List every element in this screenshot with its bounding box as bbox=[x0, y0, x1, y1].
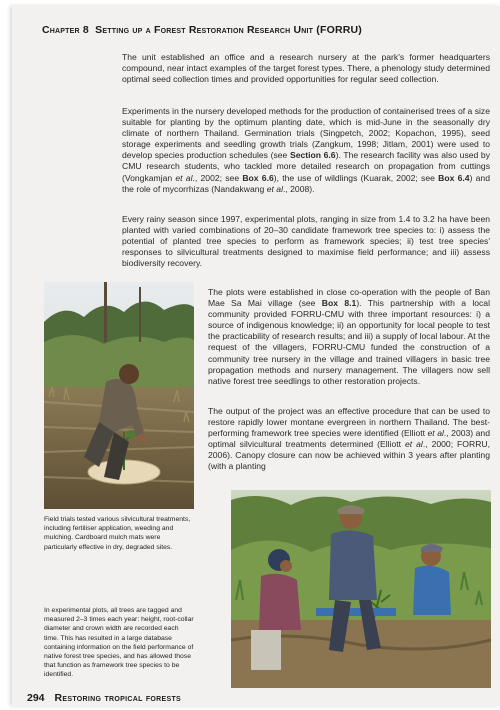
paragraph-2: Experiments in the nursery developed methods for the production of containerised trees of a size suitable for planting by the optimum planting date, which is mid-June in the seasonally dry climate of northern Thailand. Germination trials (Singpetch, 2002; Kopachon, 1995), seed storage experiments and seedling growth trials (Zangkum, 1998; Jitlam, 2001) were used to develop species production schedules (see Section 6.6). The research facility was also used by CMU research students, who tackled more detailed research on propagation from cuttings (Vongkamjan et al., 2002; see Box 6.6), the use of wildlings (Kuarak, 2002; see Box 6.4) and the role of mycorrhizas (Nandakwang et al., 2008). bbox=[122, 106, 491, 194]
book-page bbox=[12, 6, 500, 706]
tree-measuring-illustration bbox=[231, 490, 491, 688]
chapter-label: Chapter 8 bbox=[42, 24, 89, 36]
paragraph-4: The plots were established in close co-operation with the people of Ban Mae Sa Mai village (see Box 8.1). This partnership with a local community provided FORRU-CMU with three important resources: i) a source of indigenous knowledge; ii) an opportunity for local people to test the practicability of research results; and iii) a supply of local labour. At the request of the villagers, FORRU-CMU funded the construction of a community tree nursery in the village and trained villagers in basic tree propagation methods and nursery management. The villagers now sell native forest tree seedlings to other restoration projects. bbox=[208, 287, 490, 386]
paragraph-5: The output of the project was an effective procedure that can be used to restore rapidly lower montane evergreen in northern Thailand. The best-performing framework tree species were identified (Elliott et al., 2003) and optimal silvicultural treatments determined (Elliott et al., 2000; FORRU, 2006). Canopy closure can now be achieved within 3 years after planting (with a planting bbox=[208, 406, 490, 472]
book-title: Restoring tropical forests bbox=[54, 692, 182, 704]
photo-2-caption: In experimental plots, all trees are tagged and measured 2–3 times each year: height, root-collar diameter and crown width are recorded each time. This has resulted in a large database containing information on the field performance of native forest tree species, and has allowed those that function as framework tree species to be identified. bbox=[44, 607, 194, 679]
page-number: 294 bbox=[27, 692, 45, 704]
box-ref: Box 6.6 bbox=[242, 172, 274, 183]
box-ref: Box 8.1 bbox=[321, 298, 357, 309]
field-trial-illustration bbox=[44, 282, 194, 509]
box-ref: Box 6.4 bbox=[438, 172, 470, 183]
chapter-header bbox=[42, 24, 362, 36]
page-footer bbox=[27, 692, 181, 704]
paragraph-3: Every rainy season since 1997, experimental plots, ranging in size from 1.4 to 3.2 ha have been planted with varied combinations of 20–30 candidate framework tree species to: i) assess the potential of planted tree species to perform as framework species; ii) test tree species' responses to silvicultural treatments designed to maximise field performance; and iii) assess biodiversity recovery. bbox=[122, 214, 490, 269]
photo-1-caption: Field trials tested various silvicultural treatments, including fertiliser application, weeding and mulching. Cardboard mulch mats were particularly effective in dry, degraded sites. bbox=[44, 516, 191, 551]
field-trial-photo bbox=[44, 282, 194, 509]
section-ref: Section 6.6 bbox=[289, 150, 336, 161]
tree-measuring-photo bbox=[231, 490, 491, 688]
paragraph-1: The unit established an office and a research nursery at the park's former headquarters compound, near intact examples of the target forest types. There, a phenology study determined optimal seed collection times and provided opportunities for regular seed collection. bbox=[122, 52, 490, 85]
chapter-title: Setting up a Forest Restoration Research Unit (FORRU) bbox=[95, 24, 362, 36]
